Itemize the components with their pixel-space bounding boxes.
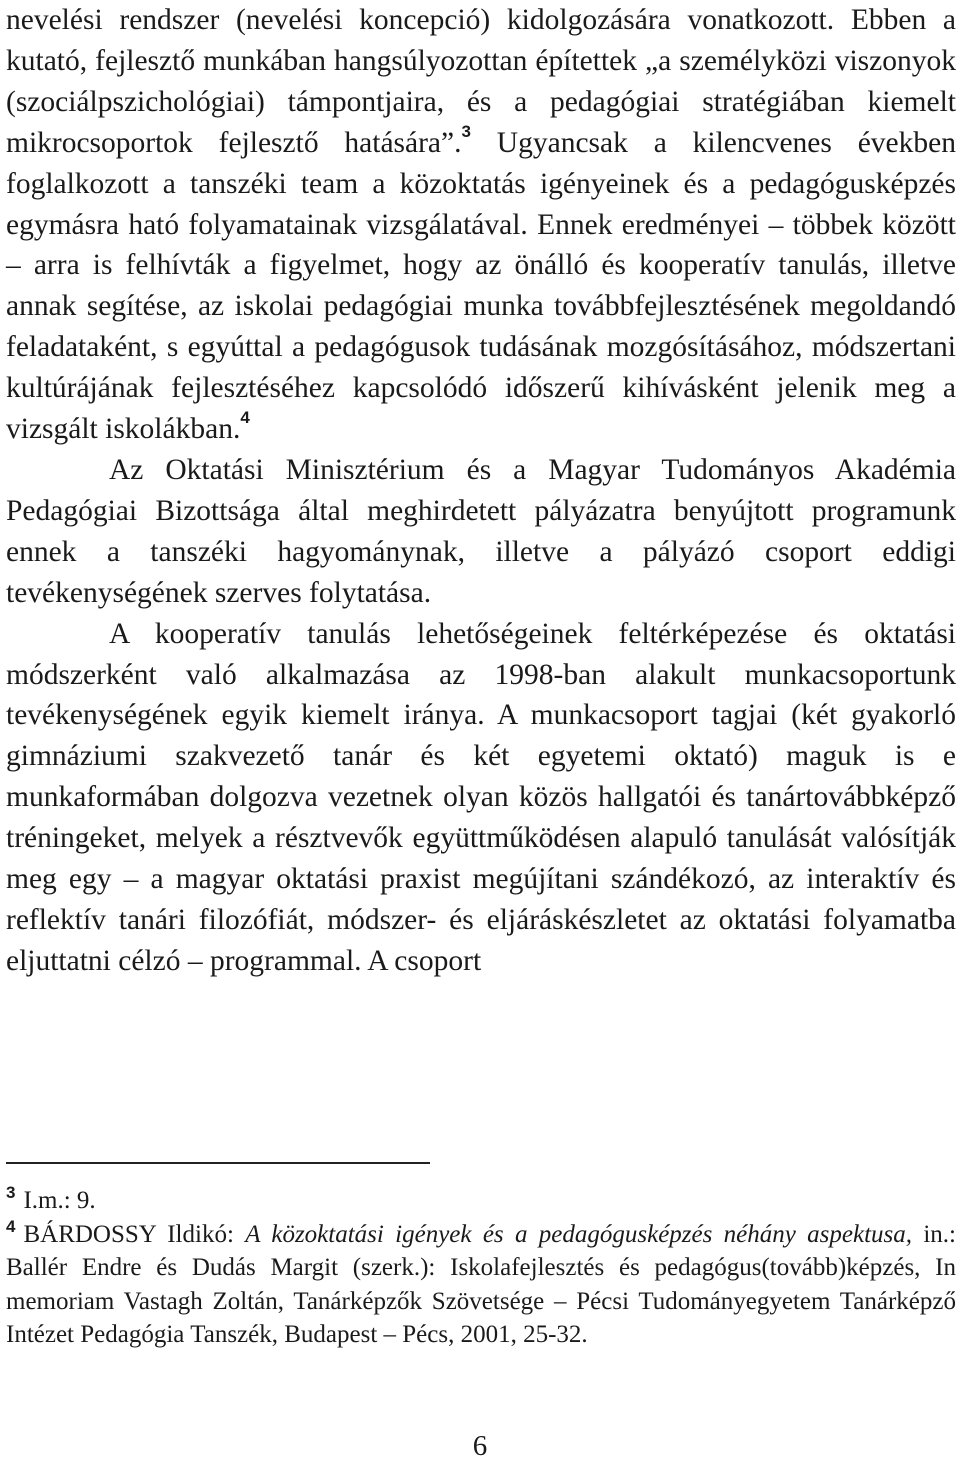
footnote-3 bbox=[6, 1184, 956, 1218]
footnote-ref-4[interactable]: 4 bbox=[240, 408, 250, 428]
footnote-4-rest: in.: Ballér Endre és Dudás Margit (szerk.): Iskolafejlesztés és pedagógus(tovább)képzés, In memoriam Vastagh Zoltán, Tanárképzők Szövetsége – Pécsi Tudományegyetem Tanárképző Intézet Pedagógia Tanszék, Budapest – Pécs, 2001, 25-32. bbox=[6, 1220, 956, 1348]
footnotes bbox=[6, 1184, 956, 1352]
footnote-4-mark: 4 bbox=[6, 1216, 16, 1236]
paragraph-1-part-2: Ugyancsak a kilencvenes években foglalkozott a tanszéki team a közoktatás igényeinek és a pedagógusképzés egymásra ható folyamatainak vizsgálatával. Ennek eredményei – többek között – arra is felhívták a figyelmet, hogy az önálló és kooperatív tanulás, illetve annak segítése, az iskolai pedagógiai munka továbbfejlesztésének megoldandó feladataként, s egyúttal a pedagógusok tudásának mozgósításához, módszertani kultúrájának fejlesztéséhez kapcsolódó időszerű kihívásként jelenik meg a vizsgált iskolákban. bbox=[6, 126, 956, 446]
footnote-ref-3[interactable]: 3 bbox=[461, 121, 471, 141]
paragraph-1-part-1: nevelési rendszer (nevelési koncepció) kidolgozására vonatkozott. Ebben a kutató, fejlesztő munkában hangsúlyozottan építettek „a személyközi viszonyok (szociálpszichológiai) támpontjaira, és a pedagógiai stratégiában kiemelt mikrocsoportok fejlesztő hatására”. bbox=[6, 4, 956, 159]
paragraph-1 bbox=[6, 0, 956, 450]
page-number: 6 bbox=[472, 1430, 488, 1462]
main-text bbox=[6, 0, 956, 982]
footnote-separator bbox=[6, 1162, 430, 1164]
footnote-4-author: BÁRDOSSY Ildikó: bbox=[23, 1220, 246, 1248]
paragraph-3: A kooperatív tanulás lehetőségeinek feltérképezése és oktatási módszerként való alkalmazása az 1998-ban alakult munkacsoportunk tevékenységének egyik kiemelt iránya. A munkacsoport tagjai (két gyakorló gimnáziumi szakvezető tanár és két egyetemi oktató) maguk is e munkaformában dolgozva vezetnek olyan közös hallgatói és tanártovábbképző tréningeket, melyek a résztvevők együttműködésen alapuló tanulását valósítják meg egy – a magyar oktatási praxist megújítani szándékozó, az interaktív és reflektív tanári filozófiát, módszer- és eljáráskészletet az oktatási folyamatba eljuttatni célzó – programmal. A csoport bbox=[6, 617, 956, 977]
footnote-3-mark: 3 bbox=[6, 1183, 16, 1202]
page-body bbox=[6, 0, 956, 982]
paragraph-2: Az Oktatási Minisztérium és a Magyar Tudományos Akadémia Pedagógiai Bizottsága által meghirdetett pályázatra benyújtott programunk ennek a tanszéki hagyománynak, illetve a pályázó csoport eddigi tevékenységének szerves folytatása. bbox=[6, 453, 956, 609]
footnote-4-title: A közoktatási igények és a pedagógusképzés néhány aspektusa, bbox=[245, 1220, 913, 1248]
footnote-4 bbox=[6, 1218, 956, 1352]
footnote-3-text: I.m.: 9. bbox=[23, 1187, 96, 1214]
